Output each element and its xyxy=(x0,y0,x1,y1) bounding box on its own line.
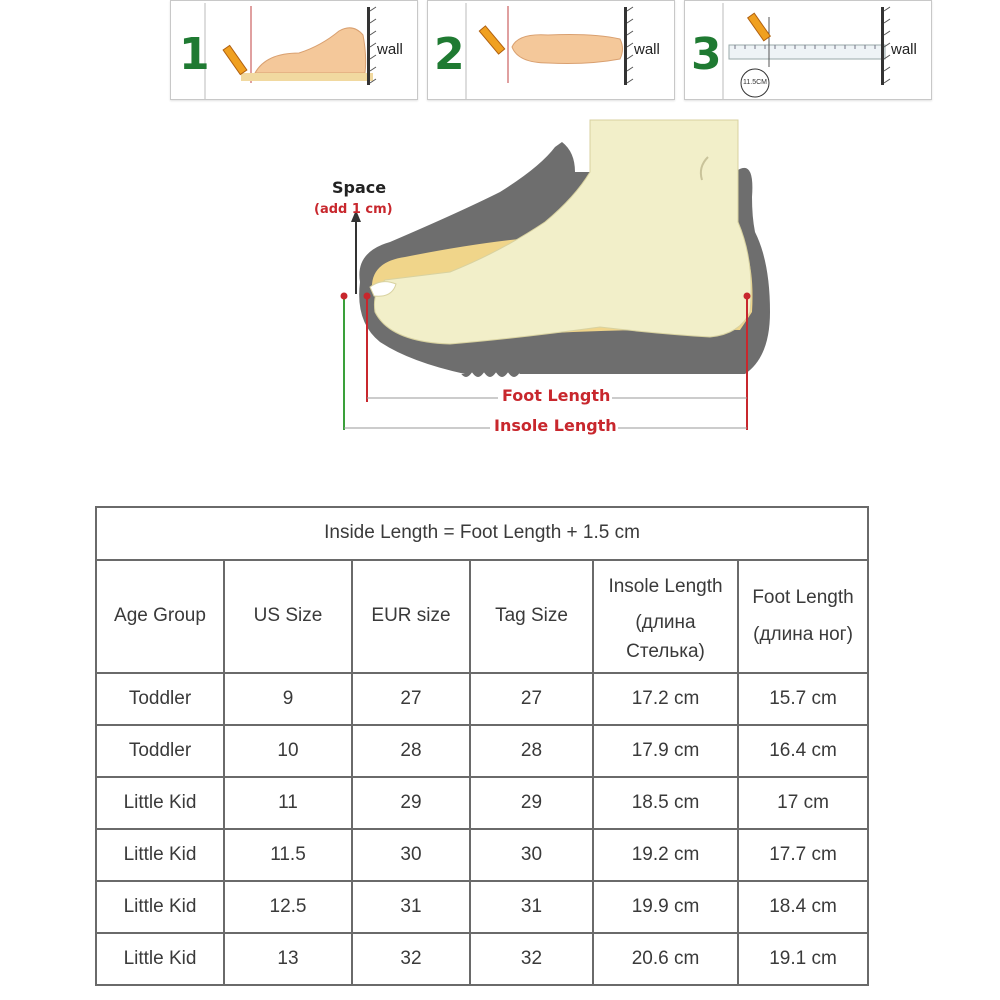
step-2-wall-label: wall xyxy=(634,41,660,58)
cell-insole-length: 19.2 cm xyxy=(593,829,738,881)
header-eur-size: EUR size xyxy=(352,560,470,673)
cell-us-size: 9 xyxy=(224,673,352,725)
table-title: Inside Length = Foot Length + 1.5 cm xyxy=(96,507,868,560)
cell-us-size: 11 xyxy=(224,777,352,829)
table-row xyxy=(96,829,868,881)
table-row xyxy=(96,777,868,829)
cell-us-size: 12.5 xyxy=(224,881,352,933)
cell-foot-length: 19.1 cm xyxy=(738,933,868,985)
cell-insole-length: 19.9 cm xyxy=(593,881,738,933)
space-note: (add 1 cm) xyxy=(314,202,393,217)
cell-tag-size: 31 xyxy=(470,881,593,933)
step-1-number: 1 xyxy=(179,29,210,80)
step-3-number: 3 xyxy=(691,29,722,80)
cell-eur-size: 31 xyxy=(352,881,470,933)
header-age-group: Age Group xyxy=(96,560,224,673)
step-3-panel xyxy=(684,0,932,100)
cell-foot-length: 18.4 cm xyxy=(738,881,868,933)
step-2-panel xyxy=(427,0,675,100)
cell-eur-size: 30 xyxy=(352,829,470,881)
cell-insole-length: 20.6 cm xyxy=(593,933,738,985)
table-row xyxy=(96,673,868,725)
header-foot-length: Foot Length (длина ног) xyxy=(738,560,868,673)
cell-eur-size: 32 xyxy=(352,933,470,985)
header-insole-length: Insole Length (длина Стелька) xyxy=(593,560,738,673)
cell-insole-length: 18.5 cm xyxy=(593,777,738,829)
insole-length-label: Insole Length xyxy=(494,416,617,435)
table-row xyxy=(96,933,868,985)
cell-eur-size: 29 xyxy=(352,777,470,829)
cell-age-group: Little Kid xyxy=(96,829,224,881)
space-label: Space xyxy=(332,178,387,197)
cell-foot-length: 17 cm xyxy=(738,777,868,829)
header-tag-size: Tag Size xyxy=(470,560,593,673)
cell-foot-length: 17.7 cm xyxy=(738,829,868,881)
cell-insole-length: 17.9 cm xyxy=(593,725,738,777)
cell-us-size: 13 xyxy=(224,933,352,985)
cell-insole-length: 17.2 cm xyxy=(593,673,738,725)
step-3-wall-label: wall xyxy=(891,41,917,58)
table-header-row xyxy=(96,560,868,673)
cell-age-group: Toddler xyxy=(96,673,224,725)
cell-tag-size: 30 xyxy=(470,829,593,881)
size-chart-table xyxy=(95,506,869,986)
cell-eur-size: 27 xyxy=(352,673,470,725)
cell-age-group: Little Kid xyxy=(96,881,224,933)
cell-age-group: Toddler xyxy=(96,725,224,777)
cell-tag-size: 29 xyxy=(470,777,593,829)
cell-us-size: 11.5 xyxy=(224,829,352,881)
cell-foot-length: 15.7 cm xyxy=(738,673,868,725)
step-2-number: 2 xyxy=(434,29,465,80)
cell-foot-length: 16.4 cm xyxy=(738,725,868,777)
table-row xyxy=(96,725,868,777)
step-3-measure-label: 11.5CM xyxy=(743,79,767,86)
cell-tag-size: 32 xyxy=(470,933,593,985)
table-title-row xyxy=(96,507,868,560)
cell-us-size: 10 xyxy=(224,725,352,777)
shoe-measurement-diagram xyxy=(300,112,770,442)
header-us-size: US Size xyxy=(224,560,352,673)
cell-age-group: Little Kid xyxy=(96,933,224,985)
cell-tag-size: 28 xyxy=(470,725,593,777)
cell-eur-size: 28 xyxy=(352,725,470,777)
cell-tag-size: 27 xyxy=(470,673,593,725)
step-1-wall-label: wall xyxy=(377,41,403,58)
step-1-panel xyxy=(170,0,418,100)
table-row xyxy=(96,881,868,933)
foot-length-label: Foot Length xyxy=(502,386,611,405)
cell-age-group: Little Kid xyxy=(96,777,224,829)
